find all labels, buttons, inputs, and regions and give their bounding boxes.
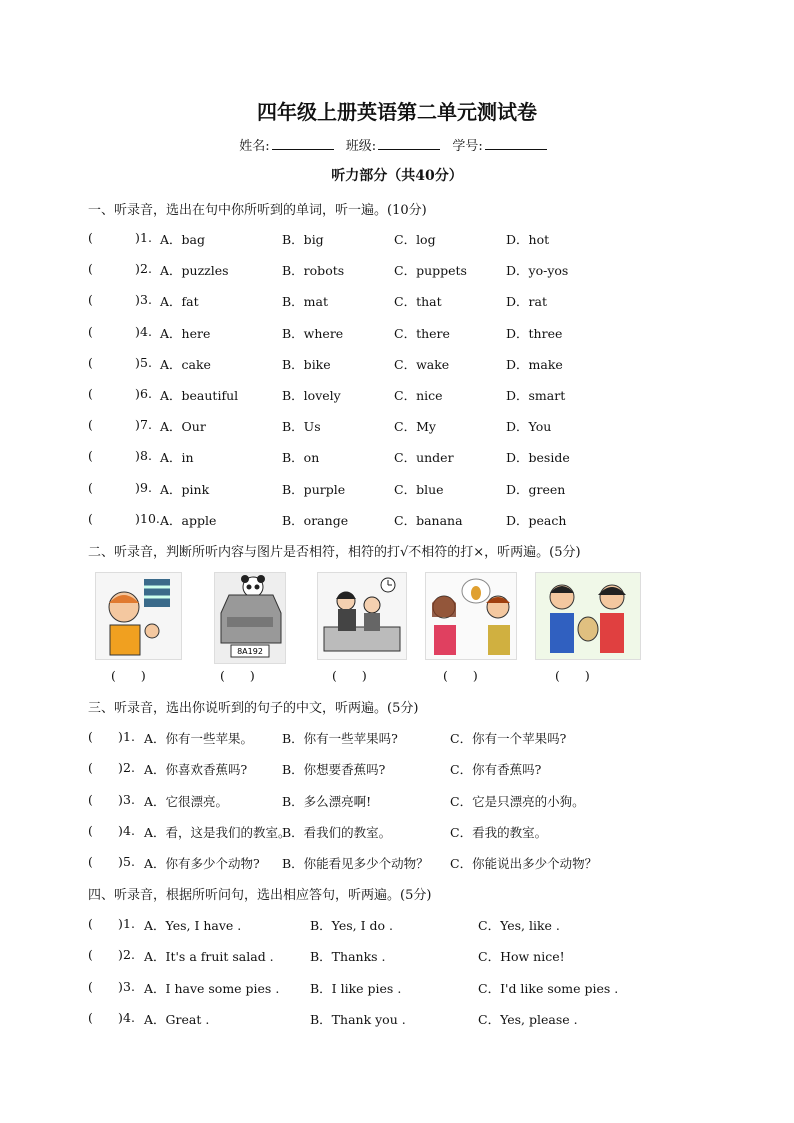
picture-4-answer[interactable]: ( )	[443, 668, 478, 683]
option-c[interactable]: C．你有一个苹果吗?	[450, 731, 567, 746]
picture-row	[95, 572, 640, 684]
option-b[interactable]: B．big	[282, 232, 324, 247]
boy-shirt-illustration	[96, 573, 181, 659]
question-number: 7.	[140, 417, 152, 433]
question-row	[88, 324, 728, 342]
option-a[interactable]: A．pink	[160, 481, 210, 497]
answer-paren-open[interactable]: (	[88, 479, 93, 495]
question-number: 5.	[123, 854, 135, 870]
option-c[interactable]: C．puppets	[394, 263, 467, 279]
option-a[interactable]: A．你喜欢香蕉吗?	[144, 762, 248, 778]
name-blank[interactable]	[272, 137, 334, 150]
option-b[interactable]: B．lovely	[282, 388, 341, 403]
listening-subtitle: 听力部分（共40分）	[331, 168, 463, 184]
question-row	[88, 417, 728, 435]
question-row	[88, 979, 728, 997]
question-row	[88, 1010, 728, 1028]
answer-paren-close[interactable]: )	[135, 510, 140, 526]
option-c[interactable]: C．there	[394, 325, 450, 341]
option-c[interactable]: C．log	[394, 232, 436, 247]
answer-paren-close[interactable]: )	[118, 947, 123, 963]
question-number: 1.	[140, 230, 152, 245]
option-d[interactable]: D．three	[506, 325, 563, 341]
option-d[interactable]: D．make	[506, 356, 563, 372]
option-c[interactable]: C．blue	[394, 481, 444, 497]
question-row	[88, 729, 728, 747]
answer-paren-open[interactable]: (	[88, 323, 93, 339]
answer-paren-close[interactable]: )	[135, 479, 140, 495]
question-row	[88, 916, 728, 934]
option-b[interactable]: B．你有一些苹果吗?	[282, 731, 398, 746]
option-a[interactable]: A．Yes, I have .	[144, 918, 242, 933]
answer-paren-open[interactable]: (	[88, 230, 93, 245]
question-row	[88, 230, 728, 248]
question-number: 5.	[140, 354, 152, 370]
picture-kids-dog	[535, 572, 641, 660]
answer-paren-open[interactable]: (	[88, 448, 93, 464]
question-row	[88, 355, 728, 373]
question-row	[88, 947, 728, 965]
number-blank[interactable]	[485, 137, 547, 150]
option-b[interactable]: B．多么漂亮啊!	[282, 793, 372, 809]
option-b[interactable]: B．bike	[282, 356, 331, 372]
option-b[interactable]: B．robots	[282, 263, 345, 279]
student-info	[0, 135, 794, 154]
class-label: 班级:	[345, 139, 377, 154]
answer-paren-open[interactable]: (	[88, 1009, 93, 1025]
option-a[interactable]: A．Our	[160, 419, 206, 435]
answer-paren-close[interactable]: )	[135, 386, 140, 401]
question-number: 1.	[123, 916, 135, 931]
option-b[interactable]: B．Thanks .	[310, 949, 386, 965]
option-c[interactable]: C．banana	[394, 512, 463, 528]
option-b[interactable]: B．orange	[282, 512, 349, 528]
question-row	[88, 261, 728, 279]
car-plate-text: 8A192	[237, 647, 263, 656]
class-blank[interactable]	[378, 137, 440, 150]
picture-panda-car	[214, 572, 286, 664]
option-c[interactable]: C．你能说出多少个动物？	[450, 856, 598, 872]
option-a[interactable]: A．bag	[160, 232, 205, 247]
option-c[interactable]: C．that	[394, 294, 442, 310]
answer-paren-close[interactable]: )	[135, 323, 140, 339]
kids-dog-illustration	[536, 573, 640, 659]
option-a[interactable]: A．fat	[160, 294, 199, 310]
answer-paren-open[interactable]: (	[88, 354, 93, 370]
question-number: 2.	[123, 947, 135, 963]
answer-paren-close[interactable]: )	[118, 822, 123, 838]
option-a[interactable]: A．beautiful	[160, 388, 239, 403]
option-b[interactable]: B．where	[282, 325, 344, 341]
answer-paren-close[interactable]: )	[135, 417, 140, 433]
question-number: 1.	[123, 729, 135, 744]
answer-paren-close[interactable]: )	[118, 760, 123, 776]
option-b[interactable]: B．你想要香蕉吗?	[282, 762, 386, 778]
answer-paren-close[interactable]: )	[135, 230, 140, 245]
answer-paren-open[interactable]: (	[88, 916, 93, 931]
question-number: 9.	[140, 479, 152, 495]
option-b[interactable]: B．看我们的教室。	[282, 824, 392, 840]
number-label: 学号:	[452, 139, 483, 154]
question-row	[88, 511, 728, 529]
section-4-heading: 四、听录音，根据所听问句，选出相应答句，听两遍。(5分)	[88, 888, 432, 903]
option-c[interactable]: C．under	[394, 450, 454, 466]
answer-paren-open[interactable]: (	[88, 729, 93, 744]
option-a[interactable]: A．它很漂亮。	[144, 793, 229, 809]
answer-paren-close[interactable]: )	[135, 448, 140, 464]
option-b[interactable]: B．purple	[282, 481, 346, 497]
option-a[interactable]: A．cake	[160, 356, 211, 372]
option-a[interactable]: A．apple	[160, 512, 217, 528]
question-number: 2.	[123, 760, 135, 776]
option-d[interactable]: D．rat	[506, 294, 547, 310]
option-c[interactable]: C．你有香蕉吗?	[450, 762, 542, 778]
answer-paren-close[interactable]: )	[118, 916, 123, 931]
answer-paren-open[interactable]: (	[88, 822, 93, 838]
answer-paren-open[interactable]: (	[88, 510, 93, 526]
option-c[interactable]: C．Yes, please .	[478, 1011, 578, 1027]
option-a[interactable]: A．看，这是我们的教室。	[144, 824, 291, 840]
answer-paren-close[interactable]: )	[135, 292, 140, 308]
question-number: 4.	[123, 1009, 135, 1025]
option-b[interactable]: B．on	[282, 450, 320, 466]
option-d[interactable]: D．smart	[506, 388, 566, 403]
option-b[interactable]: B．Yes, I do .	[310, 918, 393, 933]
option-c[interactable]: C．看我的教室。	[450, 824, 548, 840]
picture-girl-fruit	[425, 572, 517, 660]
picture-3-answer[interactable]: ( )	[332, 668, 367, 683]
answer-paren-open[interactable]: (	[88, 292, 93, 308]
option-a[interactable]: A．It's a fruit salad .	[144, 949, 274, 965]
question-number: 3.	[123, 978, 135, 994]
answer-paren-close[interactable]: )	[118, 854, 123, 870]
option-b[interactable]: B．I like pies .	[310, 980, 402, 996]
question-number: 6.	[140, 386, 152, 401]
answer-paren-open[interactable]: (	[88, 417, 93, 433]
page-title: 四年级上册英语第二单元测试卷	[257, 100, 537, 124]
option-b[interactable]: B．mat	[282, 294, 329, 310]
option-a[interactable]: A．你有多少个动物?	[144, 856, 260, 872]
option-d[interactable]: D．You	[506, 419, 552, 435]
question-row	[88, 760, 728, 778]
section-1-heading: 一、听录音，选出在句中你所听到的单词，听一遍。(10分)	[88, 203, 427, 218]
question-row	[88, 480, 728, 498]
option-b[interactable]: B．Thank you .	[310, 1011, 406, 1027]
option-d[interactable]: D．peach	[506, 512, 567, 528]
option-c[interactable]: C．I'd like some pies .	[478, 980, 619, 996]
question-row	[88, 823, 728, 841]
name-label: 姓名:	[239, 139, 270, 154]
answer-paren-open[interactable]: (	[88, 386, 93, 401]
question-row	[88, 292, 728, 310]
question-row	[88, 792, 728, 810]
option-a[interactable]: A．here	[160, 325, 211, 341]
question-number: 3.	[123, 791, 135, 807]
section-3-heading: 三、听录音，选出你说听到的句子的中文，听两遍。(5分)	[88, 701, 419, 716]
section-2-heading: 二、听录音，判断所听内容与图片是否相符，相符的打√不相符的打×，听两遍。(5分)	[88, 545, 581, 560]
option-d[interactable]: D．beside	[506, 450, 570, 466]
question-row	[88, 448, 728, 466]
option-b[interactable]: B．你能看见多少个动物？	[282, 856, 429, 872]
answer-paren-close[interactable]: )	[135, 354, 140, 370]
option-a[interactable]: A．Great .	[144, 1011, 210, 1027]
question-row	[88, 386, 728, 404]
answer-paren-open[interactable]: (	[88, 261, 93, 277]
question-number: 4.	[140, 323, 152, 339]
question-row	[88, 854, 728, 872]
option-c[interactable]: C．My	[394, 419, 436, 435]
answer-paren-close[interactable]: )	[118, 791, 123, 807]
option-a[interactable]: A．puzzles	[160, 263, 229, 279]
answer-paren-open[interactable]: (	[88, 947, 93, 963]
option-a[interactable]: A．I have some pies .	[144, 980, 280, 996]
option-a[interactable]: A．你有一些苹果。	[144, 731, 254, 746]
picture-2-answer[interactable]: ( )	[220, 668, 255, 683]
answer-paren-close[interactable]: )	[118, 1009, 123, 1025]
question-number: 2.	[140, 261, 152, 277]
answer-paren-close[interactable]: )	[135, 261, 140, 277]
picture-sofa-clock	[317, 572, 407, 660]
answer-paren-open[interactable]: (	[88, 791, 93, 807]
answer-paren-open[interactable]: (	[88, 854, 93, 870]
question-number: 3.	[140, 292, 152, 308]
option-a[interactable]: A．in	[160, 450, 194, 466]
panda-car-illustration	[215, 573, 285, 663]
girl-fruit-illustration	[426, 573, 516, 659]
option-c[interactable]: C．它是只漂亮的小狗。	[450, 793, 585, 809]
option-d[interactable]: D．hot	[506, 232, 550, 247]
answer-paren-open[interactable]: (	[88, 978, 93, 994]
answer-paren-close[interactable]: )	[118, 729, 123, 744]
sofa-clock-illustration	[318, 573, 406, 659]
picture-1-answer[interactable]: ( )	[111, 668, 146, 683]
question-number: 8.	[140, 448, 152, 464]
option-c[interactable]: C．wake	[394, 356, 450, 372]
picture-5-answer[interactable]: ( )	[555, 668, 590, 683]
option-c[interactable]: C．nice	[394, 388, 443, 403]
option-d[interactable]: D．green	[506, 481, 566, 497]
option-c[interactable]: C．How nice!	[478, 949, 565, 965]
question-number: 4.	[123, 822, 135, 838]
answer-paren-close[interactable]: )	[118, 978, 123, 994]
question-number: 10.	[140, 510, 160, 526]
option-b[interactable]: B．Us	[282, 419, 321, 435]
option-c[interactable]: C．Yes, like .	[478, 918, 560, 933]
picture-boy-shirt	[95, 572, 182, 660]
option-d[interactable]: D．yo-yos	[506, 263, 569, 279]
answer-paren-open[interactable]: (	[88, 760, 93, 776]
